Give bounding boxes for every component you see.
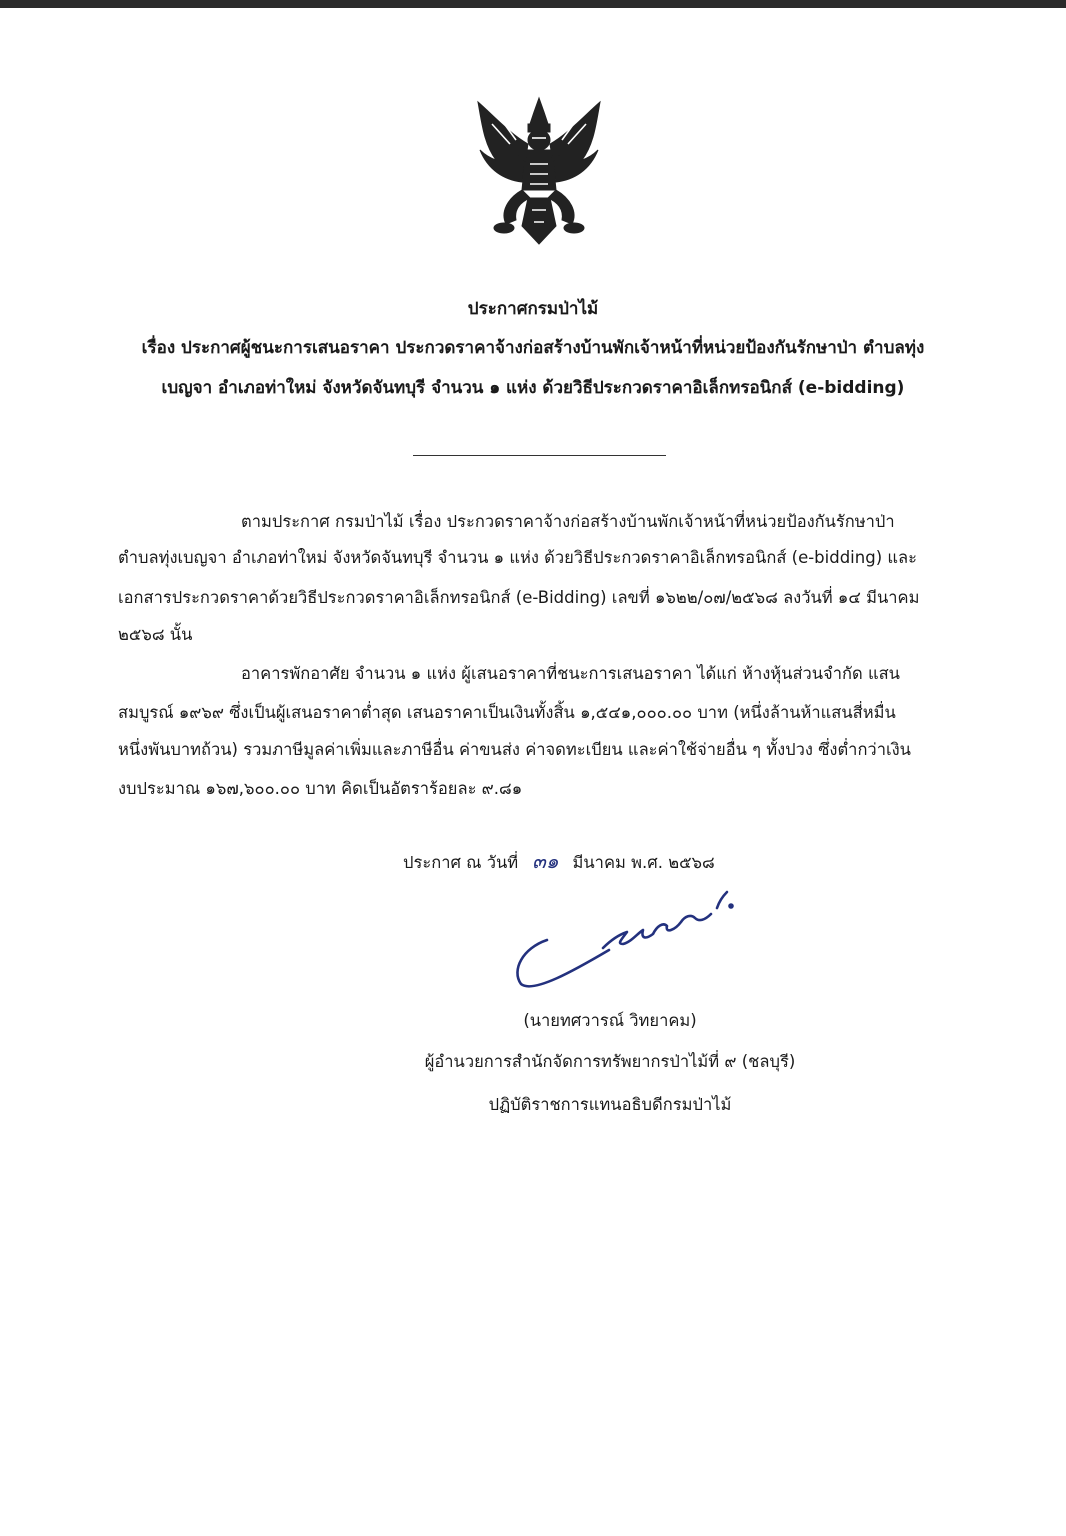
title-divider [413,455,666,456]
paragraph-1-line: ตามประกาศ กรมป่าไม้ เรื่อง ประกวดราคาจ้างก่อสร้างบ้านพักเจ้าหน้าที่หน่วยป้องกันรักษาป่า [241,512,895,531]
signatory-acting-role: ปฏิบัติราชการแทนอธิบดีกรมป่าไม้ [488,1095,732,1114]
paragraph-1-line: ตำบลทุ่งเบญจา อำเภอท่าใหม่ จังหวัดจันทบุรี จำนวน ๑ แห่ง ด้วยวิธีประกวดราคาอิเล็กทรอนิกส์ (e-bidding) และ [118,548,917,567]
paragraph-2-line: สมบูรณ์ ๑๙๖๙ ซึ่งเป็นผู้เสนอราคาต่ำสุด เสนอราคาเป็นเงินทั้งสิ้น ๑,๕๔๑,๐๐๐.๐๐ บาท (หนึ่งล้านห้าแสนสี่หมื่น [118,703,896,722]
paragraph-2-line: หนึ่งพันบาทถ้วน) รวมภาษีมูลค่าเพิ่มและภาษีอื่น ค่าขนส่ง ค่าจดทะเบียน และค่าใช้จ่ายอื่น ๆ ทั้งปวง ซึ่งต่ำกว่าเงิน [118,740,911,759]
paragraph-2-line: งบประมาณ ๑๖๗,๖๐๐.๐๐ บาท คิดเป็นอัตราร้อยละ ๙.๘๑ [118,779,523,798]
signatory-position: ผู้อำนวยการสำนักจัดการทรัพยากรป่าไม้ที่ ๙ (ชลบุรี) [424,1052,796,1071]
subject-line-1: เรื่อง ประกาศผู้ชนะการเสนอราคา ประกวดราคาจ้างก่อสร้างบ้านพักเจ้าหน้าที่หน่วยป้องกันรักษาป่า ตำบลทุ่ง [141,338,925,358]
announcement-prefix: ประกาศ ณ วันที่ [403,853,519,872]
scan-top-edge [0,0,1066,8]
subject-line-2: เบญจา อำเภอท่าใหม่ จังหวัดจันทบุรี จำนวน ๑ แห่ง ด้วยวิธีประกวดราคาอิเล็กทรอนิกส์ (e-bidding) [161,378,905,398]
announcement-month-year: มีนาคม พ.ศ. ๒๕๖๘ [572,853,715,872]
paragraph-1-line: ๒๕๖๘ นั้น [118,625,193,644]
garuda-emblem-icon [470,94,608,254]
announcement-date [403,849,715,875]
paragraph-1-line: เอกสารประกวดราคาด้วยวิธีประกวดราคาอิเล็กทรอนิกส์ (e-Bidding) เลขที่ ๑๖๒๒/๐๗/๒๕๖๘ ลงวันที่ ๑๔ มีนาคม [118,588,920,607]
handwritten-day: ๓๑ [532,849,559,873]
signature-image [505,878,755,993]
paragraph-2-line: อาคารพักอาศัย จำนวน ๑ แห่ง ผู้เสนอราคาที่ชนะการเสนอราคา ได้แก่ ห้างหุ้นส่วนจำกัด แสน [241,664,900,683]
signatory-name: (นายทศวารณ์ วิทยาคม) [523,1011,697,1030]
document-title: ประกาศกรมป่าไม้ [467,299,599,319]
